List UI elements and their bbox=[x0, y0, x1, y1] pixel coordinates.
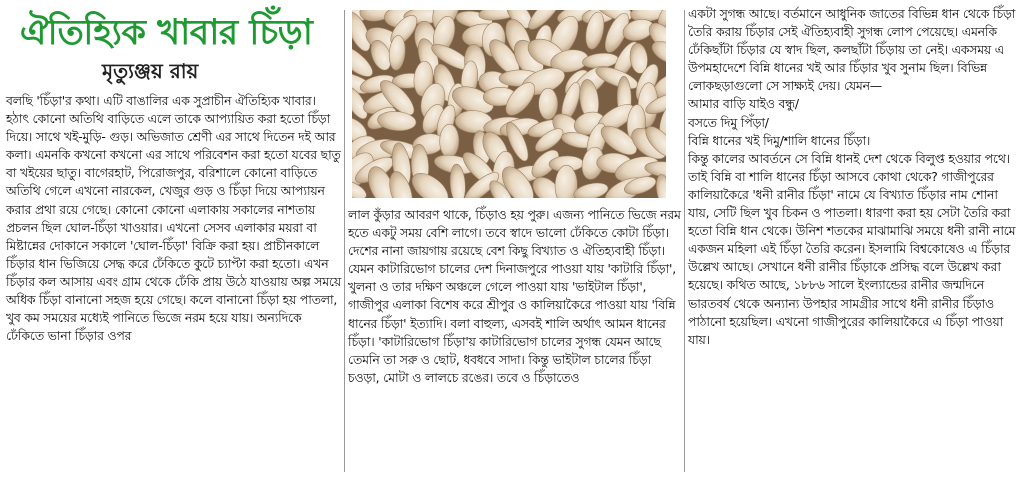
rice-flake bbox=[539, 88, 558, 119]
article-body-column-2: লাল কুঁড়ার আবরণ থাকে, চিঁড়াও হয় পুরু। এজন্য পানিতে ভিজে নরম হতে একটু সময় বেশি লাগে। তবে স্বাদে ভালো ঢেঁকিতে কোটা চিঁড়া। দেশের নানা জায়গায় রয়েছে বেশ কিছু বিখ্যাত ও ঐতিহ্যবাহী চিঁড়া। যেমন কাটারিভোগ চালের দেশ দিনাজপুরে পাওয়া যায় 'কাটারি চিঁড়া', খুলনা ও তার দক্ষিণ অঞ্চলে গেলে পাওয়া যায় 'ভাইটাল চিঁড়া', গাজীপুর এলাকা বিশেষ করে শ্রীপুর ও কালিয়াকৈরে পাওয়া যায় 'বিন্নি ধানের চিঁড়া' ইত্যাদি। বলা বাহুল্য, এসবই শালি অর্থাৎ আমন ধানের চিঁড়া। 'কাটারিভোগ চিঁড়া'য় কাটারিভোগ চালের সুগন্ধ যেমন আছে তেমনি তা সরু ও ছোট, ধবধবে সাদা। কিন্তু ভাইটাল চালের চিঁড়া চওড়া, মোটা ও লালচে রঙের। তবে ও চিঁড়াতেও bbox=[348, 207, 681, 385]
article-column-3 bbox=[688, 0, 1018, 349]
poem-line-2: বসতে দিমু পিঁড়া/ bbox=[688, 114, 769, 130]
article-column-2 bbox=[348, 0, 682, 387]
article-byline: মৃত্যুঞ্জয় রায় bbox=[102, 59, 199, 83]
chira-photo bbox=[352, 10, 666, 198]
article-body-column-3 bbox=[688, 0, 1018, 349]
column-divider bbox=[344, 10, 345, 472]
poem-line-3: বিন্নি ধানের খই দিমু/শালি ধানের চিঁড়া। bbox=[688, 132, 871, 148]
poem-line-1: আমার বাড়ি যাইও বন্ধু/ bbox=[688, 96, 799, 112]
article-text-part-2: কিন্তু কালের আবর্তনে সে বিন্নি ধানই দেশ থেকে বিলুপ্ত হওয়ার পথে। তাই বিন্নি বা শালি ধানের চিঁড়া আসবে কোথা থেকে? গাজীপুরের কালিয়াকৈরে 'ধনী রানীর চিঁড়া' নামে যে বিখ্যাত চিঁড়ার নাম শোনা যায়, সেটি ছিল খুব চিকন ও পাতলা। ধারণা করা হয় সেটা তৈরি করা হতো বিন্নি ধান থেকে। উনিশ শতকের মাঝামাঝি সময়ে ধনী রানী নামে একজন মহিলা এই চিঁড়া তৈরি করেন। ইসলামি বিশ্বকোষেও এ চিঁড়ার উল্লেখ আছে। সেখানে ধনী রানীর চিঁড়াকে প্রসিদ্ধ বলে উল্লেখ করা হয়েছে। কথিত আছে, ১৮৮৬ সালে ইংল্যান্ডের রানীর জন্মদিনে ভারতবর্ষ থেকে অন্যান্য উপহার সামগ্রীর সাথে ধনী রানীর চিঁড়াও পাঠানো হয়েছিল। এখনো গাজীপুরের কালিয়াকৈরে এ চিঁড়া পাওয়া যায়। bbox=[688, 150, 1016, 347]
article-text-part-1: একটা সুগন্ধ আছে। বর্তমানে আধুনিক জাতের বিভিন্ন ধান থেকে চিঁড়া তৈরি করায় চিঁড়ার সেই ঐতিহ্যবাহী সুগন্ধ লোপ পেয়েছে। এমনকি ঢেঁকিছাঁটা চিঁড়ার যে স্বাদ ছিল, কলছাঁটা চিঁড়ায় তা নেই। একসময় এ উপমহাদেশে বিন্নি ধানের খই আর চিঁড়ার খুব সুনাম ছিল। বিভিন্ন লোকছড়াগুলো সে সাক্ষ্যই দেয়। যেমন— bbox=[688, 6, 1016, 94]
flattened-rice-flakes bbox=[352, 10, 666, 198]
article-headline: ঐতিহ্যিক খাবার চিঁড়া bbox=[20, 13, 313, 53]
article-column-1 bbox=[6, 0, 342, 345]
rice-flake bbox=[439, 124, 459, 158]
article-body-column-1: বলছি 'চিঁড়া'র কথা। এটি বাঙালির এক সুপ্রাচীন ঐতিহ্যিক খাবার। হঠাৎ কোনো অতিথি বাড়িতে এলে তাকে আপ্যায়িত করা হতো চিঁড়া দিয়ে। সাথে খই-মুড়ি- গুড়। অভিজাত শ্রেণী এর সাথে দিতেন দই আর কলা। এমনকি কখনো কখনো এর সাথে পরিবেশন করা হতো যবের ছাতু বা খইয়ের ছাতু। বাগেরহাট, পিরোজপুর, বরিশালে কোনো বাড়িতে অতিথি গেলে এখনো নারকেল, খেজুর গুড় ও চিঁড়া দিয়ে আপ্যায়ন করার প্রথা রয়ে গেছে। কোনো কোনো এলাকায় সকালের নাশতায় প্রচলন ছিল ঘোল-চিঁড়া খাওয়ার। এখনো সেসব এলাকার ময়রা বা মিষ্টান্নের দোকানে সকালে 'ঘোল-চিঁড়া' বিক্রি করা হয়। প্রাচীনকালে চিঁড়ার ধান ভিজিয়ে সেদ্ধ করে ঢেঁকিতে কুটে চ্যাপ্টা করা হতো। এখন চিঁড়ার কল আসায় এবং গ্রাম থেকে ঢেঁকি প্রায় উঠে যাওয়ায় অল্প সময়ে অধিক চিঁড়া বানানো সহজ হয়ে গেছে। কলে বানানো চিঁড়া হয় পাতলা, খুব কম সময়ের মধ্যেই পানিতে ভিজে নরম হয়ে যায়। অন্যদিকে ঢেঁকিতে ভানা চিঁড়ার ওপর bbox=[6, 93, 341, 344]
column-divider bbox=[684, 10, 685, 472]
